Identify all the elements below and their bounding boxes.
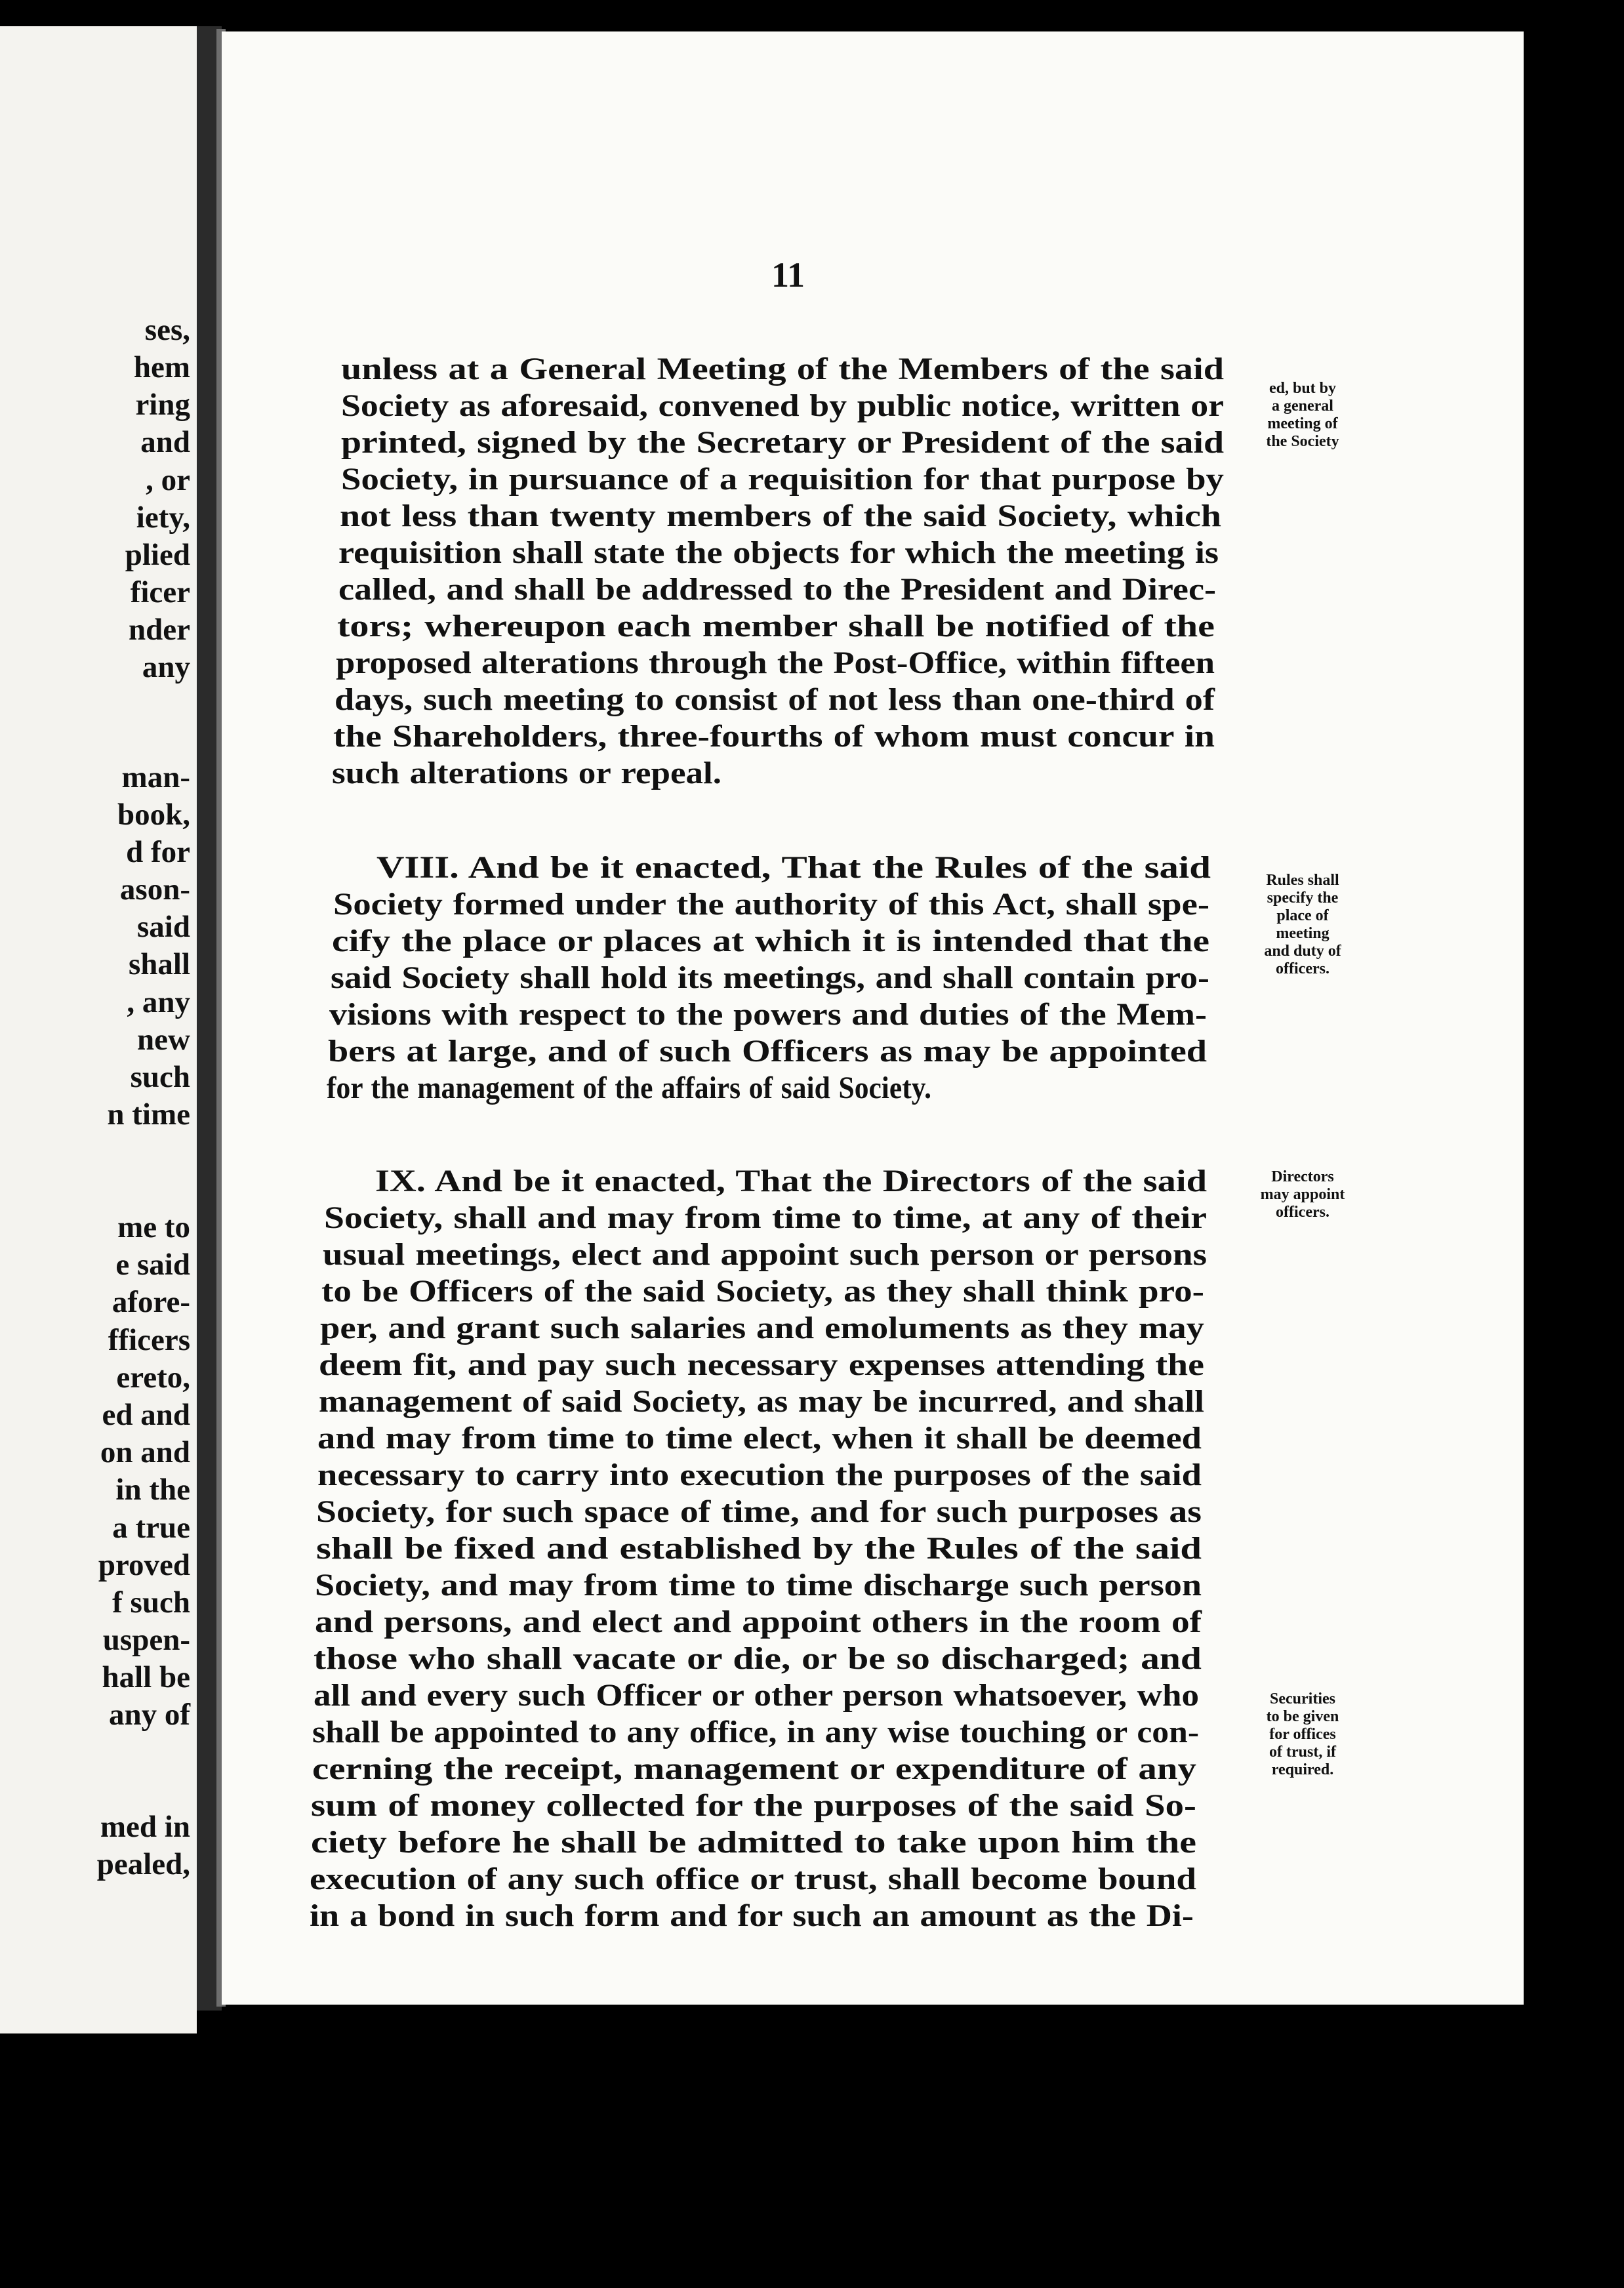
margin-note-line: and duty of <box>1264 943 1341 960</box>
left-page-line: afore- <box>112 1285 190 1319</box>
body-text-line: Society as aforesaid, convened by public notice, written or <box>341 389 1224 423</box>
body-text-line: such alterations or repeal. <box>332 756 722 790</box>
left-page-line: proved <box>98 1548 190 1582</box>
body-text-line: and persons, and elect and appoint others in the room of <box>315 1605 1202 1639</box>
left-page-line: hall be <box>102 1660 190 1694</box>
body-text-line: necessary to carry into execution the purposes of the said <box>317 1458 1202 1492</box>
left-page-line: a true <box>112 1511 190 1545</box>
margin-note-line: required. <box>1271 1761 1334 1778</box>
left-page-line: , any <box>127 985 190 1019</box>
left-page-line: man- <box>121 760 190 794</box>
margin-note-line: officers. <box>1276 1204 1330 1221</box>
left-page-line: new <box>137 1023 190 1057</box>
body-text-line: bers at large, and of such Officers as may be appointed <box>328 1034 1208 1069</box>
left-page-line: d for <box>126 835 190 869</box>
left-page-line: on and <box>100 1435 190 1469</box>
margin-note-line: meeting of <box>1267 415 1338 432</box>
left-page-line: n time <box>107 1097 190 1132</box>
body-text-line: tors; whereupon each member shall be notified of the <box>337 609 1215 644</box>
left-page-fragment <box>0 26 197 2033</box>
right-page <box>222 31 1524 2005</box>
body-text-line: sum of money collected for the purposes of the said So- <box>311 1789 1196 1823</box>
margin-note-line: Securities <box>1270 1690 1335 1707</box>
left-page-line: pealed, <box>96 1847 190 1881</box>
margin-note-line: may appoint <box>1260 1186 1345 1203</box>
body-text-line: cerning the receipt, management or expenditure of any <box>312 1752 1196 1786</box>
body-text-line: proposed alterations through the Post-Office, within fifteen <box>336 646 1215 680</box>
body-text-line: not less than twenty members of the said Society, which <box>340 499 1222 533</box>
left-page-line: f such <box>112 1585 190 1620</box>
body-text-line: printed, signed by the Secretary or President of the said <box>341 426 1225 460</box>
left-page-line: in the <box>115 1473 190 1507</box>
body-text-line: Society, in pursuance of a requisition for that purpose by <box>341 462 1224 497</box>
body-text-line: to be Officers of the said Society, as they shall think pro- <box>321 1275 1204 1309</box>
body-text-line: unless at a General Meeting of the Members of the said <box>341 352 1225 386</box>
margin-note-line: specify the <box>1267 889 1339 907</box>
margin-note-line: to be given <box>1266 1708 1339 1725</box>
body-text-line: requisition shall state the objects for which the meeting is <box>338 536 1219 570</box>
body-text-line: shall be appointed to any office, in any wise touching or con- <box>312 1715 1200 1749</box>
margin-note-line: place of <box>1276 907 1329 924</box>
left-page-line: ses, <box>144 313 190 347</box>
body-text-line: called, and shall be addressed to the President and Direc- <box>338 573 1217 607</box>
body-text-line: Society, for such space of time, and for such purposes as <box>316 1495 1202 1529</box>
body-text-line: days, such meeting to consist of not less than one-third of <box>335 683 1215 717</box>
left-page-line: me to <box>117 1210 190 1244</box>
body-text-line: per, and grant such salaries and emoluments as they may <box>320 1311 1204 1345</box>
margin-note-line: meeting <box>1276 925 1330 942</box>
body-text-line: usual meetings, elect and appoint such person or persons <box>323 1238 1208 1272</box>
body-text-line: those who shall vacate or die, or be so discharged; and <box>314 1642 1202 1676</box>
body-text-line: VIII. And be it enacted, That the Rules of the said <box>376 851 1211 885</box>
left-page-line: med in <box>100 1810 190 1844</box>
body-text-line: and may from time to time elect, when it shall be deemed <box>317 1421 1202 1456</box>
left-page-line: hem <box>133 350 190 384</box>
left-page-line: uspen- <box>102 1623 190 1657</box>
body-text-line: in a bond in such form and for such an amount as the Di- <box>310 1899 1194 1933</box>
left-page-line: any of <box>108 1698 190 1732</box>
left-page-line: ring <box>135 388 190 422</box>
left-page-line: such <box>130 1060 190 1094</box>
margin-note-line: officers. <box>1276 960 1330 977</box>
left-page-line: fficers <box>108 1323 190 1357</box>
left-page-line: ficer <box>130 575 190 609</box>
left-page-line: , or <box>146 463 190 497</box>
left-page-line: book, <box>117 798 190 832</box>
left-page-line: ereto, <box>116 1360 190 1395</box>
left-page-line: e said <box>115 1248 190 1282</box>
left-page-line: any <box>142 650 190 684</box>
margin-note-line: ed, but by <box>1269 380 1337 397</box>
left-page-line: nder <box>129 613 190 647</box>
page-number: 11 <box>771 255 805 295</box>
body-text-line: management of said Society, as may be incurred, and shall <box>319 1385 1204 1419</box>
body-text-line: Society, shall and may from time to time, at any of their <box>324 1201 1207 1235</box>
margin-note-line: Rules shall <box>1266 872 1339 889</box>
left-page-line: said <box>137 910 190 944</box>
body-text-line: Society, and may from time to time discharge such person <box>315 1568 1202 1603</box>
left-page-line: and <box>140 425 190 459</box>
body-text-line: said Society shall hold its meetings, and shall contain pro- <box>331 961 1209 995</box>
margin-note-line: the Society <box>1266 433 1339 450</box>
body-text-line: all and every such Officer or other person whatsoever, who <box>314 1679 1200 1713</box>
left-page-line: ed and <box>102 1398 190 1432</box>
body-text-line: deem fit, and pay such necessary expenses attending the <box>319 1348 1204 1382</box>
body-text-line: Society formed under the authority of this Act, shall spe- <box>333 888 1210 922</box>
margin-note-line: of trust, if <box>1269 1744 1336 1761</box>
body-text-line: the Shareholders, three-fourths of whom must concur in <box>333 720 1215 754</box>
left-page-line: plied <box>125 538 190 572</box>
margin-note-line: Directors <box>1271 1168 1334 1185</box>
body-text-line: IX. And be it enacted, That the Directors of the said <box>375 1164 1208 1198</box>
left-page-line: ason- <box>119 872 190 907</box>
body-text-line: ciety before he shall be admitted to take upon him the <box>311 1826 1197 1860</box>
body-text-line: execution of any such office or trust, shall become bound <box>310 1862 1197 1896</box>
margin-note-line: for offices <box>1269 1726 1336 1743</box>
left-page-line: shall <box>128 947 190 981</box>
body-text-line: visions with respect to the powers and duties of the Mem- <box>329 998 1207 1032</box>
body-text-line: shall be fixed and established by the Rules of the said <box>316 1532 1202 1566</box>
body-text-line: cify the place or places at which it is intended that the <box>332 924 1209 958</box>
left-page-line: iety, <box>136 500 190 535</box>
body-text-line: for the management of the affairs of said Society. <box>327 1071 931 1105</box>
margin-note-line: a general <box>1272 398 1333 415</box>
